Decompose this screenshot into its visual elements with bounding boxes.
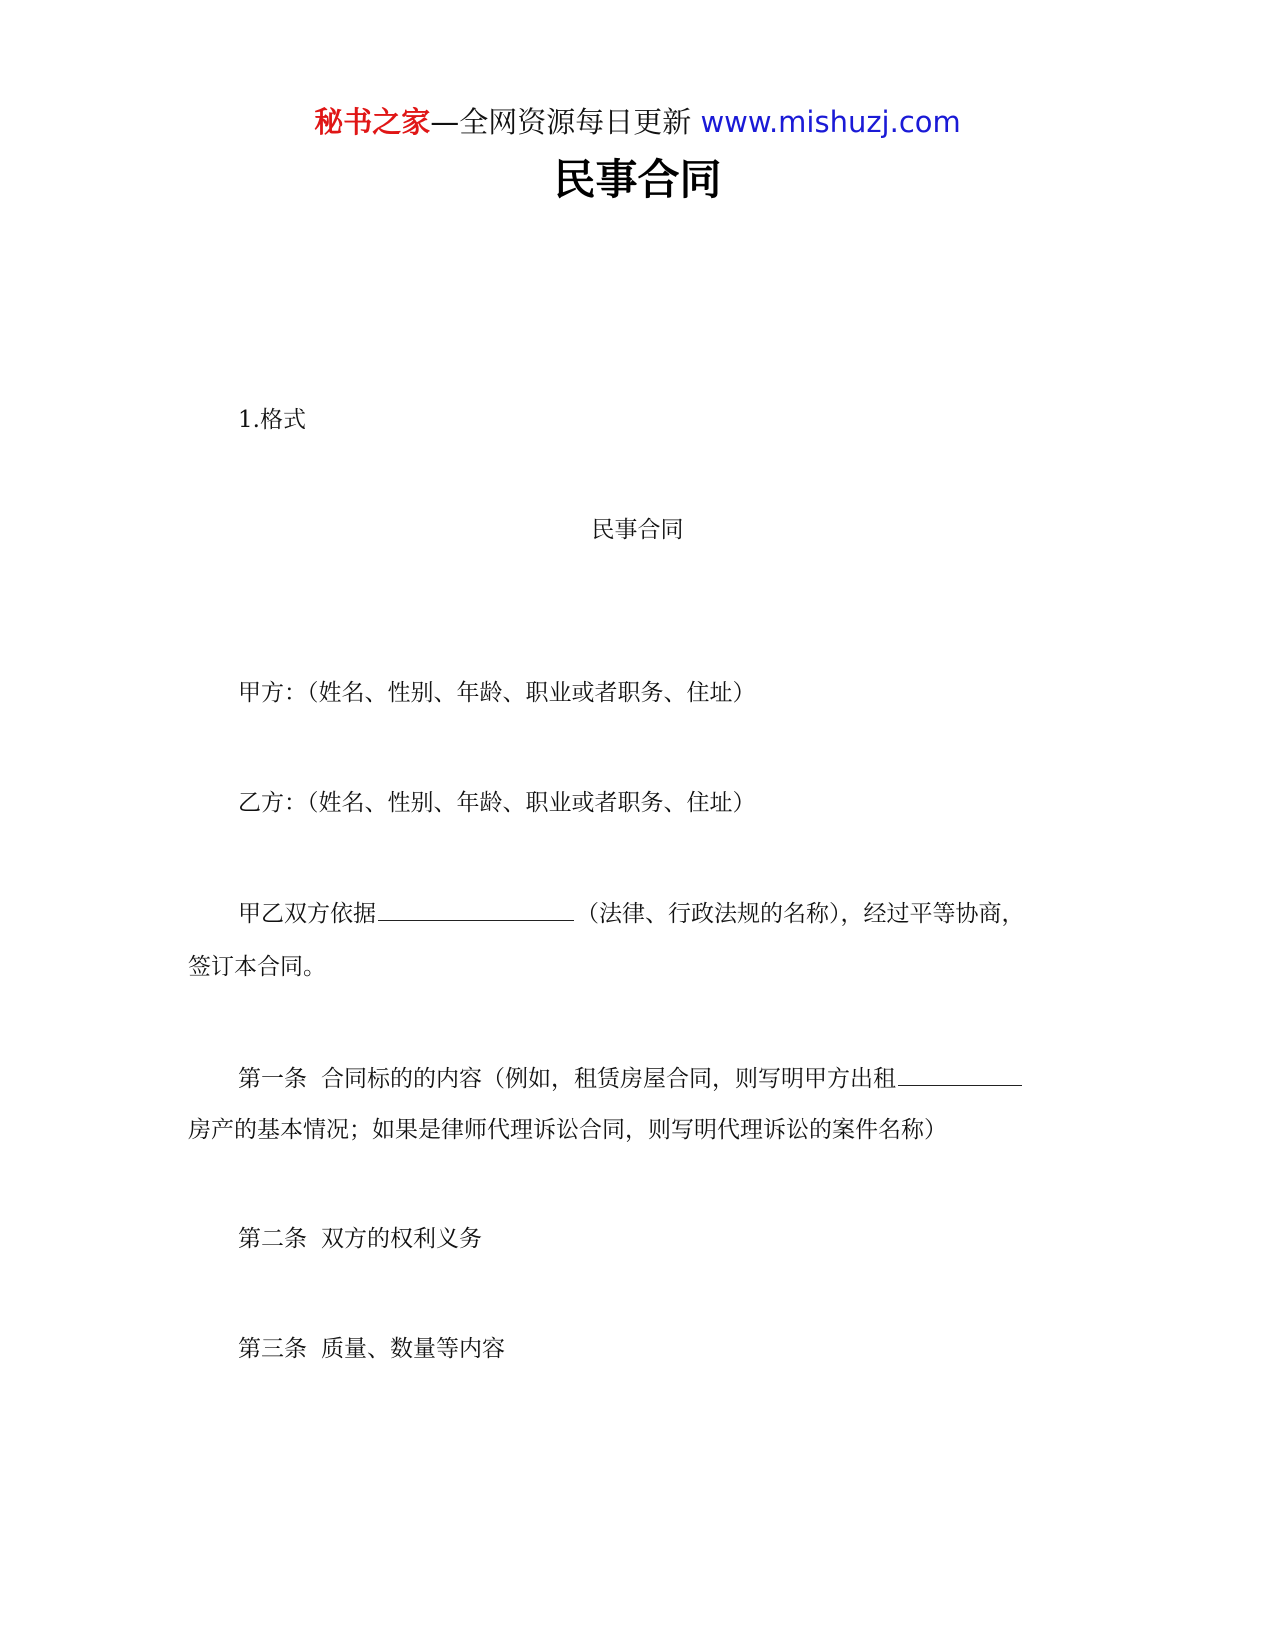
property-blank[interactable] [898,1061,1022,1086]
article-1-text: 合同标的的内容（例如，租赁房屋合同，则写明甲方出租 [321,1066,896,1092]
site-url-link[interactable]: www.mishuzj.com [700,105,961,139]
article-2-text: 双方的权利义务 [321,1226,482,1252]
brand-name: 秘书之家 [314,105,431,139]
law-name-blank[interactable] [378,896,574,921]
article-3-line [238,1334,505,1364]
article-3-text: 质量、数量等内容 [321,1336,505,1362]
basis-suffix: （法律、行政法规的名称），经过平等协商， [576,901,1025,927]
article-1-label: 第一条 [238,1066,307,1092]
section-format-heading: 1.格式 [238,407,306,433]
basis-prefix: 甲乙双方依据 [238,901,376,927]
header-tagline: —全网资源每日更新 [430,105,701,139]
article-2-line [238,1224,482,1254]
site-header [0,102,1275,142]
contract-title: 民事合同 [591,517,684,543]
article-2-label: 第二条 [238,1226,307,1252]
basis-continuation: 签订本合同。 [188,954,326,980]
article-3-label: 第三条 [238,1336,307,1362]
document-title: 民事合同 [553,155,722,204]
party-a-line: 甲方：（姓名、性别、年龄、职业或者职务、住址） [238,680,756,706]
article-1-line [238,1061,1022,1094]
party-b-line: 乙方：（姓名、性别、年龄、职业或者职务、住址） [238,790,756,816]
article-1-continuation: 房产的基本情况；如果是律师代理诉讼合同，则写明代理诉讼的案件名称） [188,1117,947,1143]
basis-line [238,896,1025,929]
